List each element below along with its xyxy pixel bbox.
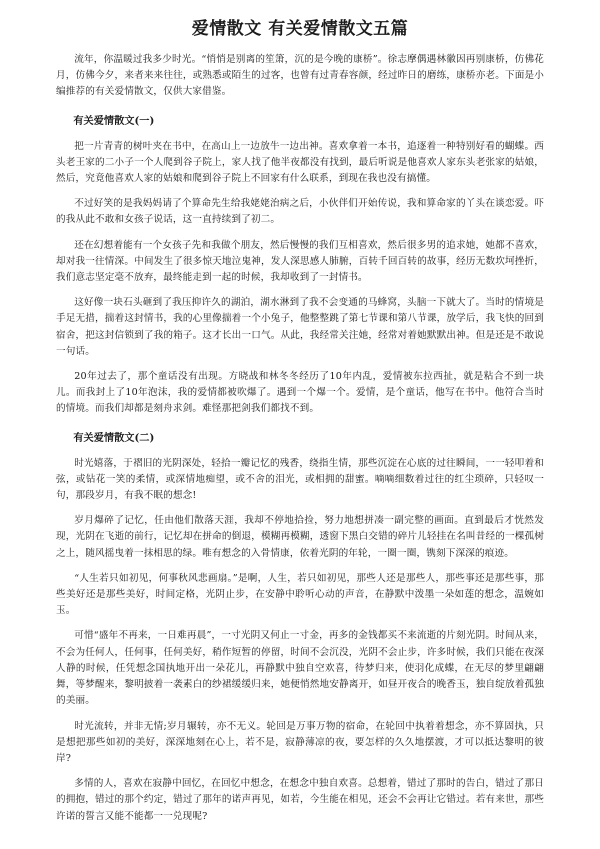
- section-paragraph: 还在幻想着能有一个女孩子先和我做个朋友，然后慢慢的我们互相喜欢，然后很多男的追求她，她都不喜欢，却对我一往情深。中间发生了很多惊天地泣鬼神，发人深思感人肺腑，百转千回百转的故事，经历无数坎坷挫折，我们意志坚定毫不放弃，最终能走到一起的时候，我却收到了一封情书。: [56, 239, 544, 284]
- section-paragraph: 时光流转，并非无情;岁月辗转，亦不无义。轮回是万事万物的宿命，在轮回中执着着想念，亦不算固执，只是想把那些如初的美好，深深地刻在心上，若不是，寂静薄凉的夜，要怎样的久久地摆渡，才可以抵达黎明的彼岸?: [56, 720, 544, 764]
- section-paragraph: 时光嬉落，于褶旧的光阴深处，轻拾一瓣记忆的残香，绕指生情，那些沉淀在心底的过往瞬间，一一轻叩着和弦，或钻花一笑的柔情，或深情地痴望，或不舍的泪光，或相拥的甜蜜。嘀嘀细数着过往的红尘琐碎，只轻叹一句，那段岁月，有我不眠的想念!: [56, 457, 544, 502]
- section-paragraph: 岁月爆碎了记忆，任由他们散落天涯，我却不停地拾捡，努力地想拼凑一副完整的画面。直到最后才恍然发现，光阴在飞逝的前行，记忆却在拼命的倒退，模糊再模糊，透窗下黑白交错的碎片儿轻挂在名叫昔经的一棵孤树之上，随风摇曳着一抹相思的绿。唯有想念的入骨情康，依着光阴的年轮，一圈一圈，镌刻下深深的痕迹。: [56, 515, 544, 559]
- section-2: [56, 430, 544, 825]
- section-paragraph: 20年过去了，那个童话没有出现。方晓战和林冬冬经历了10年内乱，爱情被东拉西扯，就是粘合不到一块儿。而我封上了10年泡沫，我的爱情都被吹爆了。遇到一个爆一个。爱情，是个童话，他写在书中。他符合当时的情境。而我们却都是刻舟求剑。难怪那把剑我们都找不到。: [56, 371, 544, 415]
- section-paragraph: 把一片青青的树叶夹在书中，在高山上一边放牛一边出神。喜欢拿着一本书，追逐着一种特别好看的蝴蝶。西头老王家的二小子一个人爬到谷子院上，家人找了他半夜都没有找到，最后听说是他喜欢人家东头老张家的姑娘，然后，究竟他喜欢人家的姑娘和爬到谷子院上不回家有什么联系，到现在我也没有搞懂。: [56, 140, 544, 185]
- section-paragraph: 可惜“盛年不再来，一日难再晨”，一寸光阴又何止一寸金，再多的金钱都买不来流逝的片刻光阴。时间从来，不会为任何人，任何事，任何美好，稍作短暂的停留，时间不会沉没，光阴不会止步，许多时候，我们只能在夜深人静的时候，任凭想念国执地开出一朵花儿，再静默中独自空欢喜，待梦归来，使羽化成蝶，在无尽的梦里翩翩舞，等梦醒来，黎明披着一袭素白的纱裙缓缓归来，她便悄然地安静离开，如昼开夜合的晚香玉，独自绽放着孤独的美丽。: [56, 630, 544, 707]
- document-title: 爱情散文 有关爱情散文五篇: [191, 19, 409, 39]
- section-heading: 有关爱情散文(一): [73, 114, 155, 127]
- section-paragraph: 这好像一块石头砸到了我压抑许久的湖泊，湖水淋到了我不会变通的马蜂窝，头脑一下就大了。当时的情境是手足无措，揣着这封情书，我的心里像揣着一个小兔子，他整整跳了第七节课和第八节课，放学后，我飞快的回到宿舍，把这封信锁到了我的箱子。这才长出一口气。从此，我经常关注她，经常对着她默默出神。但是还是不敢说一句话。: [56, 297, 544, 357]
- section-paragraph: “人生若只如初见，何事秋风悲画扇。”是啊，人生，若只如初见，那些人还是那些人，那些事还是那些事，那些美好还是那些美好，时间定格，光阴止步，在安静中聆听心动的声音，在静默中泼墨一朵如莲的想念，温婉如玉。: [56, 572, 544, 617]
- intro-paragraph: 流年，你温暖过我多少时光。“悄悄是别离的笙箫，沉的是今晚的康桥”。徐志摩偶遇林徽因再别康桥，仿佛花月，仿佛今夕，来者来来往往，或熟悉或陌生的过客，也曾有过青春容颜，经过昨日的磨练，康桥亦老。下面是小编推荐的有关爱情散文，仅供大家借鉴。: [56, 54, 544, 98]
- section-1: [56, 113, 544, 418]
- section-paragraph: 不过好笑的是我妈妈请了个算命先生给我姥姥治病之后，小伙伴们开始传说，我和算命家的丫头在谈恋爱。吓的我从此不敢和女孩子说话，这一直持续到了初二。: [56, 198, 544, 226]
- section-heading: 有关爱情散文(二): [73, 431, 155, 444]
- section-paragraph: 多情的人，喜欢在寂静中回忆，在回忆中想念，在想念中独自欢喜。总想着，错过了那时的告白，错过了那日的拥抱，错过的那个约定，错过了那年的诺声再见，如若，今生能在相见，还会不会再让它错过。若有来世，那些许诺的誓言又能不能都一一兑现呢?: [56, 778, 544, 822]
